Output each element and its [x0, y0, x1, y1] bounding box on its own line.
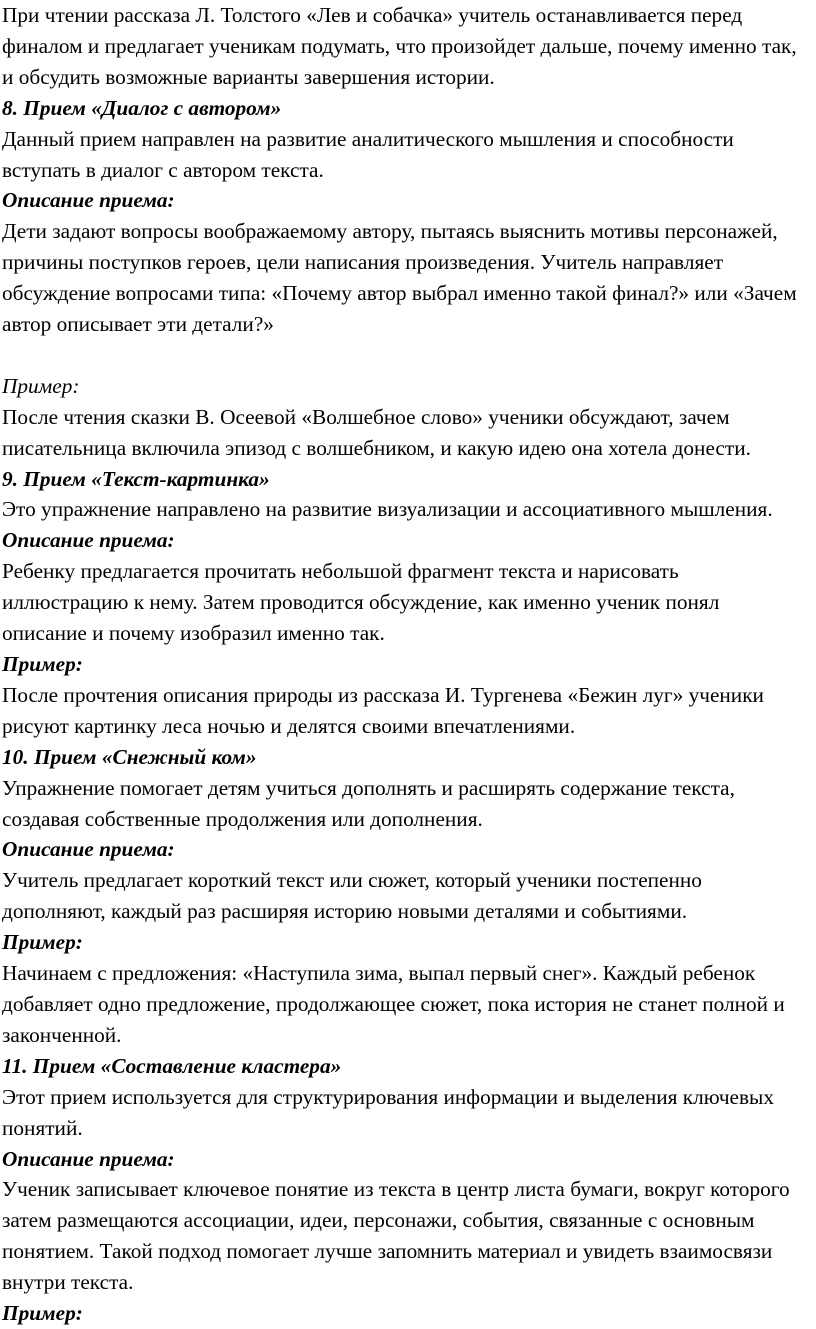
example-label: Пример:	[2, 1301, 83, 1326]
example-label: Пример:	[2, 652, 83, 677]
intro-paragraph: При чтении рассказа Л. Толстого «Лев и собачка» учитель останавливается перед финалом и предлагает ученикам подумать, что произойдет дальше, почему именно так, и обсудить возможные варианты завершения истории.	[2, 3, 797, 89]
example-text: Начинаем с предложения: «Наступила зима, выпал первый снег». Каждый ребенок добавляет одно предложение, продолжающее сюжет, пока история не станет полной и законченной.	[2, 961, 785, 1047]
method-text: Ребенку предлагается прочитать небольшой фрагмент текста и нарисовать иллюстрацию к нему. Затем проводится обсуждение, как именно ученик понял описание и почему изобразил именно так.	[2, 559, 720, 646]
section-title: 10. Прием «Снежный ком»	[2, 744, 257, 769]
section-snowball	[2, 742, 808, 1051]
section-description: Этот прием используется для структурирования информации и выделения ключевых понятий.	[2, 1084, 774, 1140]
section-text-picture	[2, 464, 808, 742]
section-title: 9. Прием «Текст-картинка»	[2, 466, 270, 491]
section-title: 8. Прием «Диалог с автором»	[2, 95, 282, 120]
section-cluster	[2, 1051, 808, 1329]
method-text: Ученик записывает ключевое понятие из текста в центр листа бумаги, вокруг которого затем размещаются ассоциации, идеи, персонажи, события, связанные с основным понятием. Такой подход помогает лучше запомнить материал и увидеть взаимосвязи внутри текста.	[2, 1177, 790, 1295]
method-label: Описание приема:	[2, 528, 175, 553]
section-description: Упражнение помогает детям учиться дополнять и расширять содержание текста, создавая собственные продолжения или дополнения.	[2, 775, 735, 831]
section-title: 11. Прием «Составление кластера»	[2, 1053, 342, 1078]
example-label: Пример:	[2, 373, 80, 398]
section-dialog-with-author	[2, 93, 808, 464]
method-text: Учитель предлагает короткий текст или сюжет, который ученики постепенно дополняют, каждый раз расширяя историю новыми деталями и событиями.	[2, 868, 702, 924]
method-label: Описание приема:	[2, 1146, 175, 1171]
example-text: После прочтения описания природы из рассказа И. Тургенева «Бежин луг» ученики рисуют картинку леса ночью и делятся своими впечатлениями.	[2, 682, 764, 738]
method-label: Описание приема:	[2, 188, 175, 213]
method-label: Описание приема:	[2, 837, 175, 862]
section-description: Это упражнение направлено на развитие визуализации и ассоциативного мышления.	[2, 497, 773, 522]
method-text: Дети задают вопросы воображаемому автору, пытаясь выяснить мотивы персонажей, причины поступков героев, цели написания произведения. Учитель направляет обсуждение вопросами типа: «Почему автор выбрал именно такой финал?» или «Зачем автор описывает эти детали?»	[2, 219, 797, 337]
blank-line	[2, 340, 808, 371]
example-text: После чтения сказки В. Осеевой «Волшебное слово» ученики обсуждают, зачем писательница включила эпизод с волшебником, и какую идею она хотела донести.	[2, 404, 751, 460]
example-label: Пример:	[2, 930, 83, 955]
section-description: Данный прием направлен на развитие аналитического мышления и способности вступать в диалог с автором текста.	[2, 126, 734, 182]
